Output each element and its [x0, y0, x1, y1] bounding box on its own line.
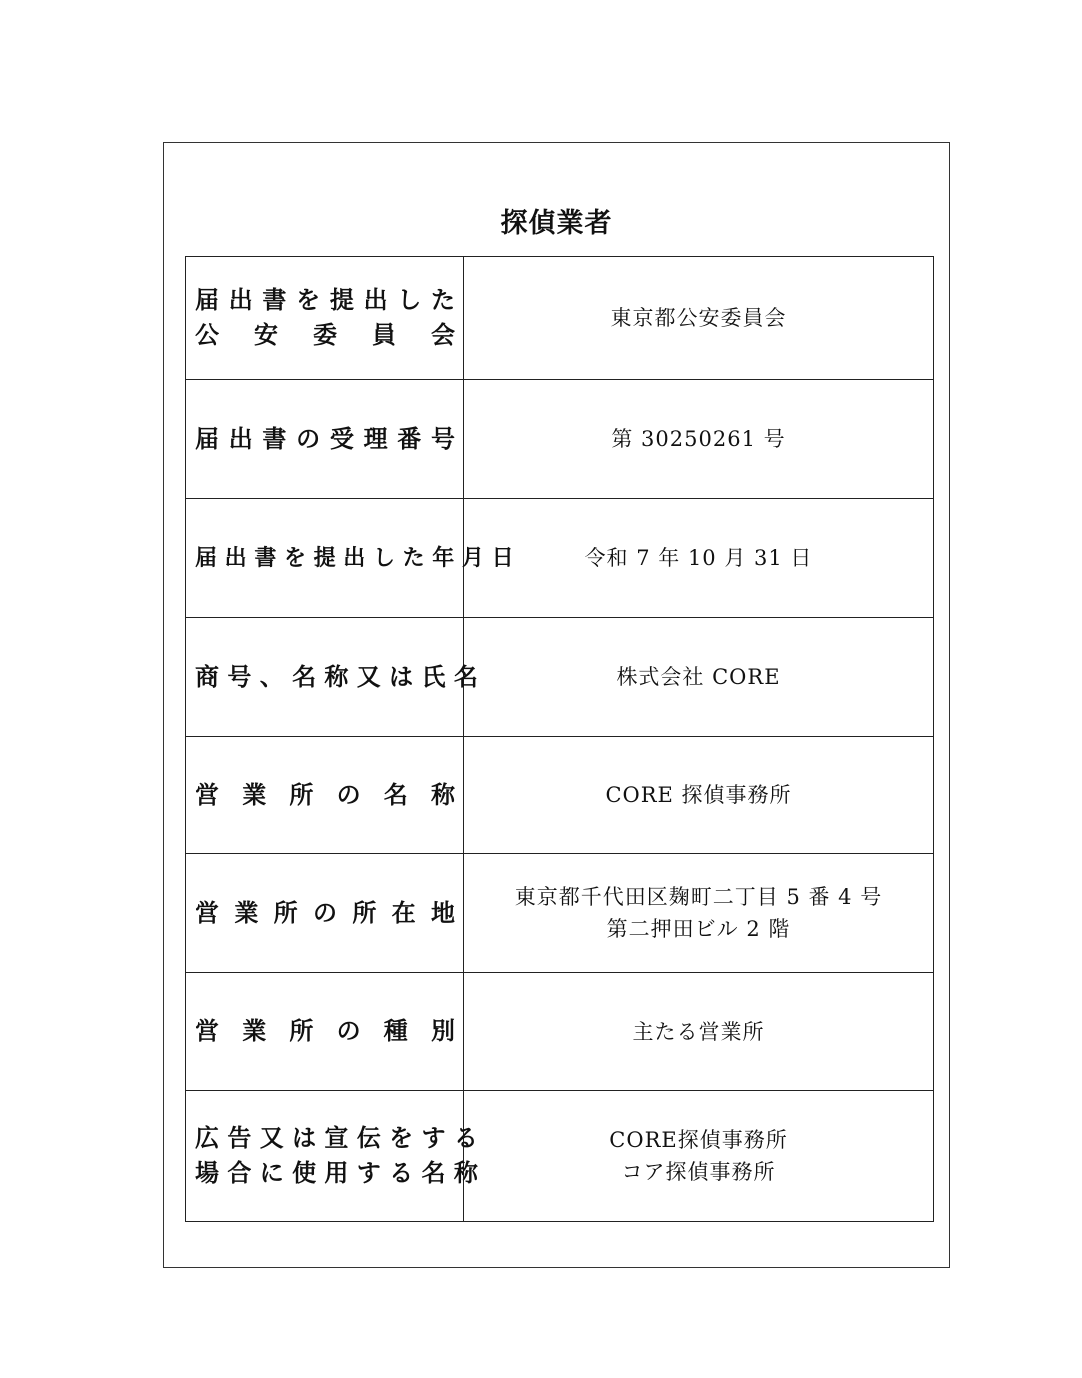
row-value	[464, 618, 934, 737]
value-line: 東京都千代田区麹町二丁目 5 番 4 号	[514, 885, 883, 909]
row-value	[464, 499, 934, 618]
row-value	[464, 257, 934, 380]
label-line: 公 安 委 員 会	[195, 321, 455, 349]
table-row	[186, 499, 934, 618]
row-label	[186, 618, 478, 737]
table-row	[186, 618, 934, 737]
label-line: 営 業 所 の 種 別	[195, 1017, 455, 1045]
row-label	[186, 973, 464, 1091]
label-line: 届 出 書 を 提 出 し た 年 月 日	[195, 545, 514, 571]
table-row	[186, 1091, 934, 1222]
label-line: 商 号 、 名 称 又 は 氏 名	[195, 662, 478, 691]
value-line: コア探偵事務所	[621, 1160, 776, 1184]
row-value	[464, 737, 934, 854]
row-label	[186, 1091, 478, 1222]
row-label	[186, 499, 514, 618]
value-line: 東京都公安委員会	[610, 306, 787, 330]
row-label	[186, 380, 464, 499]
label-line: 営 業 所 の 名 称	[195, 780, 455, 809]
row-value	[464, 854, 934, 973]
row-value	[464, 973, 934, 1091]
value-line: CORE 探偵事務所	[605, 783, 792, 807]
label-line: 届 出 書 の 受 理 番 号	[195, 424, 455, 453]
table-row	[186, 257, 934, 380]
row-label	[186, 737, 464, 854]
label-line: 届 出 書 を 提 出 し た	[195, 286, 455, 314]
registration-table	[185, 256, 934, 1222]
value-line: 株式会社 CORE	[616, 665, 781, 689]
table-row	[186, 380, 934, 499]
label-line: 場 合 に 使 用 す る 名 称	[195, 1159, 478, 1187]
row-value	[464, 380, 934, 499]
value-line: 令和 7 年 10 月 31 日	[584, 546, 813, 570]
row-label	[186, 854, 464, 973]
value-line: CORE探偵事務所	[609, 1128, 788, 1152]
value-line: 第二押田ビル 2 階	[606, 917, 791, 941]
document-title: 探偵業者	[500, 208, 613, 239]
table-row	[186, 973, 934, 1091]
table-row	[186, 737, 934, 854]
row-value	[464, 1091, 934, 1222]
value-line: 主たる営業所	[632, 1019, 765, 1044]
value-line: 第 30250261 号	[611, 427, 786, 451]
row-label	[186, 257, 464, 380]
label-line: 営 業 所 の 所 在 地	[195, 898, 455, 927]
label-line: 広 告 又 は 宣 伝 を す る	[195, 1124, 478, 1152]
table-row	[186, 854, 934, 973]
